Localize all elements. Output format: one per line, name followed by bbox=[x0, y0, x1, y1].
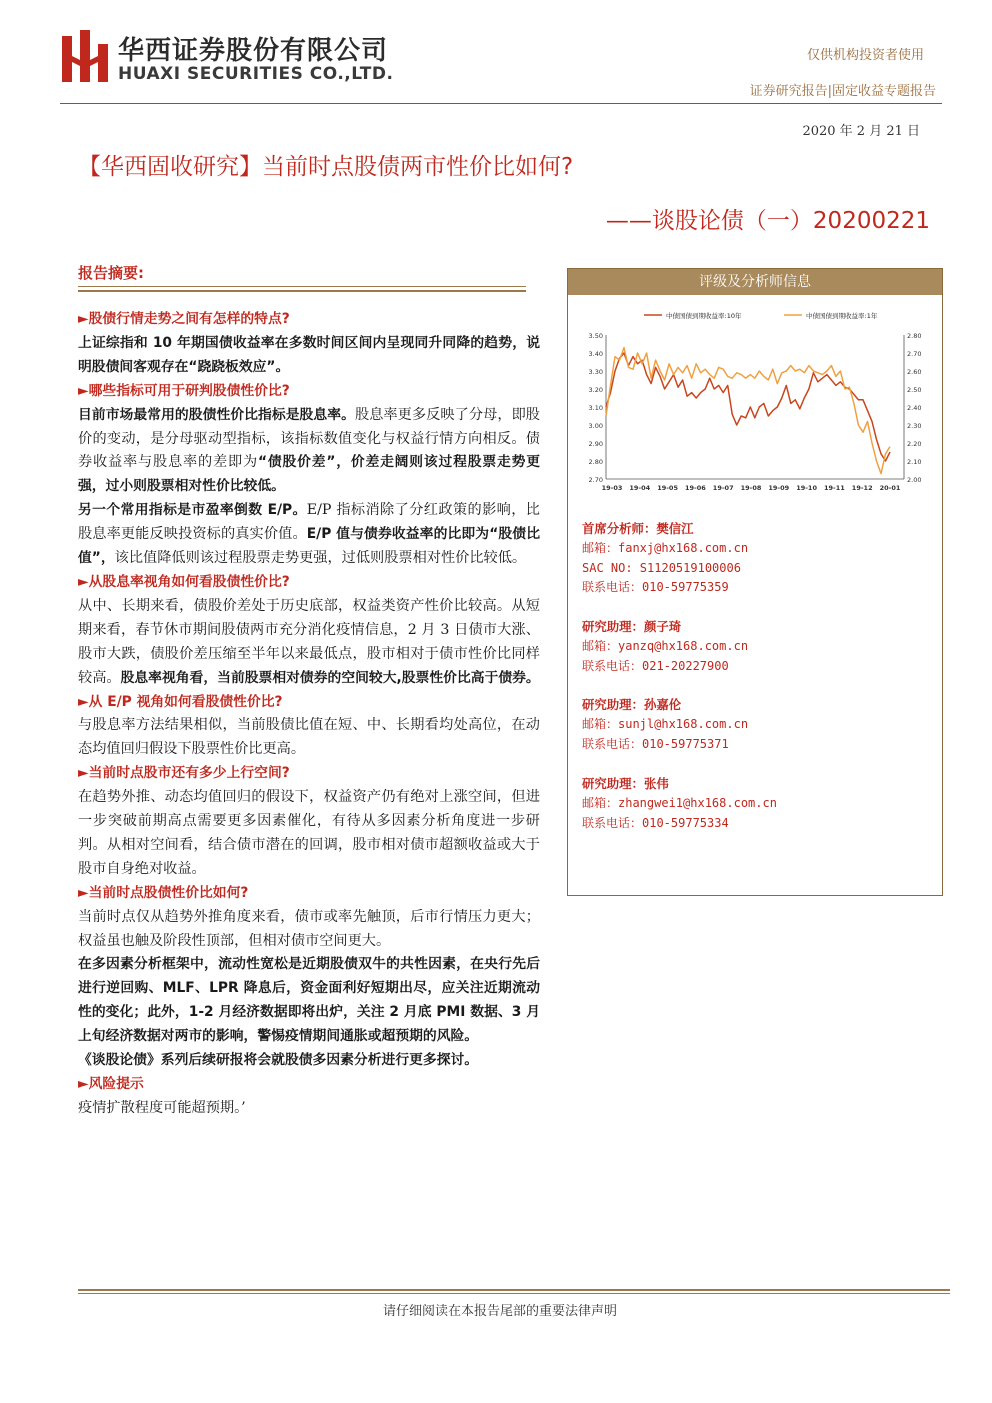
summary-paragraph bbox=[78, 906, 540, 954]
header-divider bbox=[60, 103, 942, 104]
right-tick-label: 2.70 bbox=[907, 350, 922, 358]
right-tick-label: 2.20 bbox=[907, 440, 922, 448]
summary-rule-thick bbox=[78, 290, 526, 292]
summary-paragraph bbox=[78, 714, 540, 762]
left-tick-label: 2.70 bbox=[588, 476, 603, 484]
investor-only-label: 仅供机构投资者使用 bbox=[806, 48, 924, 63]
analyst-sac: SAC NO: S1120519100006 bbox=[582, 560, 741, 575]
analyst-phone: 联系电话：010-59775359 bbox=[582, 580, 729, 595]
right-tick-label: 2.40 bbox=[907, 404, 922, 412]
footer-rule-thin bbox=[78, 1293, 950, 1294]
analyst-card bbox=[582, 617, 748, 676]
bold-text: 另一个常用指标是市盈率倒数 E/P。 bbox=[78, 502, 307, 519]
right-tick-label: 2.00 bbox=[907, 476, 922, 484]
company-logo bbox=[62, 30, 108, 82]
x-tick-label: 19-07 bbox=[712, 484, 734, 492]
right-tick-label: 2.10 bbox=[907, 458, 922, 466]
x-tick-label: 19-11 bbox=[824, 484, 845, 492]
summary-paragraph bbox=[78, 1049, 540, 1073]
summary-paragraph bbox=[78, 953, 540, 1049]
series-line bbox=[606, 353, 890, 461]
analyst-role: 首席分析师：樊信江 bbox=[582, 521, 694, 536]
summary-paragraph bbox=[78, 595, 540, 691]
summary-question: ►哪些指标可用于研判股债性价比? bbox=[78, 382, 290, 399]
x-tick-label: 19-04 bbox=[629, 484, 651, 492]
panel-header: 评级及分析师信息 bbox=[568, 269, 942, 295]
summary-question: ►从 E/P 视角如何看股债性价比? bbox=[78, 693, 283, 710]
right-tick-label: 2.50 bbox=[907, 386, 922, 394]
left-tick-label: 2.90 bbox=[588, 440, 603, 448]
analyst-card bbox=[582, 695, 748, 754]
analyst-email: 邮箱：fanxj@hx168.com.cn bbox=[582, 540, 749, 555]
summary-question: ►风险提示 bbox=[78, 1076, 144, 1092]
legend-label: 中债国债到期收益率:10年 bbox=[666, 312, 742, 320]
summary-paragraph bbox=[78, 404, 540, 500]
summary-paragraph bbox=[78, 786, 540, 882]
left-tick-label: 3.10 bbox=[588, 404, 603, 412]
report-subtitle: ——谈股论债（一）20200221 bbox=[605, 208, 930, 234]
summary-question: ►从股息率视角如何看股债性价比? bbox=[78, 573, 290, 590]
analyst-role: 研究助理：孙嘉伦 bbox=[582, 697, 682, 712]
text-run: 与股息率方法结果相似，当前股债比值在短、中、长期看均处高位，在动态均值回归假设下股票性价比更高。 bbox=[78, 717, 540, 758]
report-title: 【华西固收研究】当前时点股债两市性价比如何? bbox=[78, 154, 574, 180]
x-tick-label: 19-03 bbox=[601, 484, 623, 492]
analyst-email: 邮箱：zhangwei1@hx168.com.cn bbox=[582, 795, 777, 810]
analyst-phone: 联系电话：010-59775334 bbox=[582, 815, 729, 830]
left-tick-label: 3.50 bbox=[588, 332, 603, 340]
report-type-label: 证券研究报告|固定收益专题报告 bbox=[749, 84, 936, 99]
x-tick-label: 20-01 bbox=[879, 484, 901, 492]
x-tick-label: 19-12 bbox=[851, 484, 873, 492]
text-run: 股息率更多反映了分母，即股价的变动，是分母驱动型指标，该指标数值变化与权益行情方向相反。债券收益率与股息率的差即为 bbox=[78, 406, 540, 471]
summary-question: ►当前时点股债性价比如何? bbox=[78, 884, 249, 901]
left-tick-label: 3.30 bbox=[588, 368, 603, 376]
analyst-role: 研究助理：颜子琦 bbox=[582, 619, 682, 634]
summary-paragraph bbox=[78, 1097, 540, 1121]
bold-text: 在多因素分析框架中，流动性宽松是近期股债双牛的共性因素，在央行先后进行逆回购、MLF、LPR 降息后，资金面利好短期出尽，应关注近期流动性的变化；此外，1-2 月经济数据即将出炉，关注 2 月底 PMI 数据、3 月上旬经济数据对两市的影响，警惕疫情期间通胀或超预期的风险。 bbox=[78, 956, 540, 1045]
report-date: 2020 年 2 月 21 日 bbox=[802, 124, 920, 139]
legal-notice: 请仔细阅读在本报告尾部的重要法律声明 bbox=[382, 1304, 617, 1319]
left-tick-label: 2.80 bbox=[588, 458, 603, 466]
bold-text: “债股价差”，价差走阔则该过程股票走势更强，过小则股票相对性价比较低。 bbox=[78, 454, 540, 495]
bold-text: 上证综指和 10 年期国债收益率在多数时间区间内呈现同升同降的趋势，说明股债间客观存在“跷跷板效应”。 bbox=[78, 334, 540, 375]
analyst-card bbox=[582, 519, 748, 598]
right-tick-label: 2.60 bbox=[907, 368, 922, 376]
analyst-card bbox=[582, 774, 777, 833]
x-tick-label: 19-06 bbox=[685, 484, 706, 492]
summary-rule bbox=[78, 286, 526, 287]
x-tick-label: 19-08 bbox=[740, 484, 762, 492]
right-tick-label: 2.30 bbox=[907, 422, 922, 430]
analyst-email: 邮箱：sunjl@hx168.com.cn bbox=[582, 716, 749, 731]
text-run: 该比值降低则该过程股票走势更强，过低则股票相对性价比较低。 bbox=[114, 550, 527, 567]
text-run: 在趋势外推、动态均值回归的假设下，权益资产仍有绝对上涨空间，但进一步突破前期高点需要更多因素催化，有待从多因素分析角度进一步研判。从相对空间看，结合债市潜在的回调，股市相对债市超额收益或大于股市自身绝对收益。 bbox=[78, 789, 540, 877]
right-tick-label: 2.80 bbox=[907, 332, 922, 340]
left-tick-label: 3.00 bbox=[588, 422, 603, 430]
summary-heading: 报告摘要: bbox=[78, 264, 144, 282]
left-tick-label: 3.40 bbox=[588, 350, 603, 358]
bold-text: 目前市场最常用的股债性价比指标是股息率。 bbox=[78, 406, 355, 423]
company-name-cn: 华西证券股份有限公司 bbox=[118, 36, 389, 66]
summary-question: ►股债行情走势之间有怎样的特点? bbox=[78, 311, 290, 327]
yield-chart bbox=[578, 303, 932, 503]
bold-text: 《谈股论债》系列后续研报将会就股债多因素分析进行更多探讨。 bbox=[78, 1052, 479, 1069]
bold-text: 股息率视角看，当前股票相对债券的空间较大,股票性价比高于债券。 bbox=[120, 669, 540, 686]
legend-label: 中债国债到期收益率:1年 bbox=[806, 312, 878, 320]
summary-paragraph bbox=[78, 499, 540, 571]
summary-paragraph bbox=[78, 332, 540, 380]
summary-body bbox=[78, 308, 540, 1121]
analyst-email: 邮箱：yanzq@hx168.com.cn bbox=[582, 638, 749, 653]
text-run: E/P 指标消除了分红政策的影响，比股息率更能反映投资标的真实价值。 bbox=[78, 502, 540, 543]
left-tick-label: 3.20 bbox=[588, 386, 603, 394]
company-name-en: HUAXI SECURITIES CO.,LTD. bbox=[118, 64, 394, 84]
text-run: 疫情扩散程度可能超预期。’ bbox=[78, 1099, 246, 1116]
x-tick-label: 19-10 bbox=[796, 484, 817, 492]
footer-rule bbox=[78, 1289, 950, 1291]
text-run: 当前时点仅从趋势外推角度来看，债市或率先触顶，后市行情压力更大；权益虽也触及阶段性顶部，但相对债市空间更大。 bbox=[78, 908, 540, 949]
summary-question: ►当前时点股市还有多少上行空间? bbox=[78, 765, 290, 782]
rating-analyst-panel bbox=[567, 268, 943, 896]
x-tick-label: 19-09 bbox=[768, 484, 790, 492]
analyst-phone: 联系电话：021-20227900 bbox=[582, 658, 729, 673]
analyst-phone: 联系电话：010-59775371 bbox=[582, 736, 729, 751]
bold-text: E/P 值与债券收益率的比即为“股债比值”， bbox=[78, 526, 540, 567]
x-tick-label: 19-05 bbox=[657, 484, 678, 492]
analyst-role: 研究助理：张伟 bbox=[582, 776, 669, 791]
text-run: 从中、长期来看，债股价差处于历史底部，权益类资产性价比较高。从短期来看，春节休市期间股债两市充分消化疫情信息，2 月 3 日债市大涨、股市大跌，债股价差压缩至半年以来最低点，股市相对于债市性价比同样较高。 bbox=[78, 597, 540, 686]
